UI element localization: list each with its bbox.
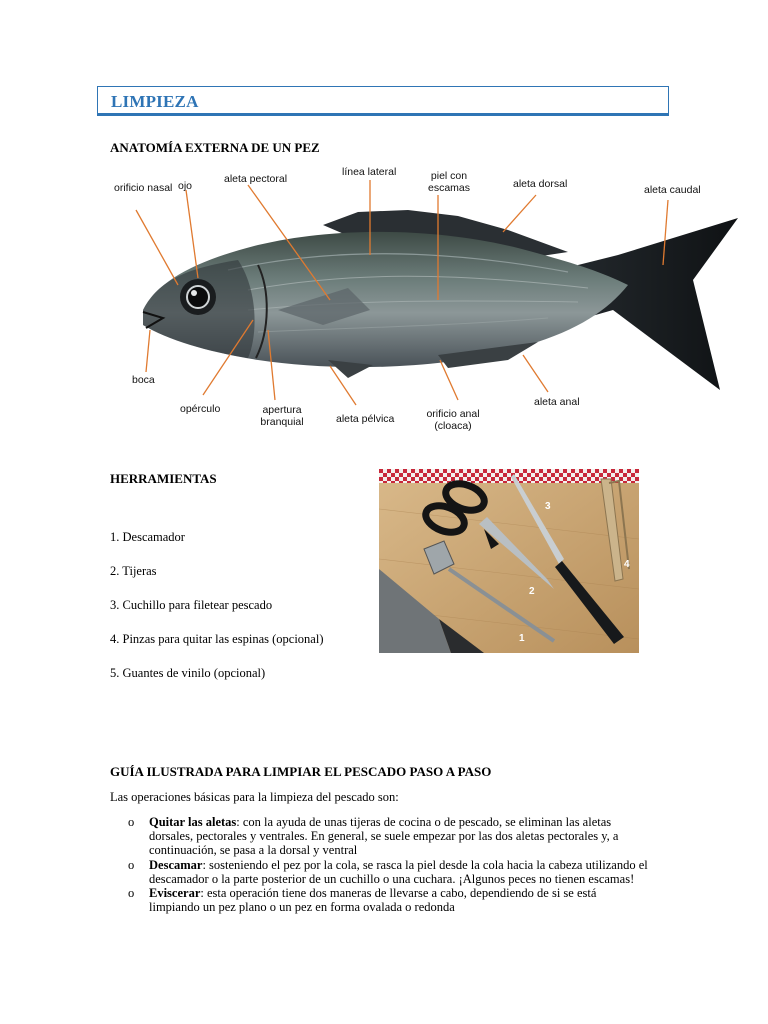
label-boca: boca: [132, 374, 155, 386]
section-title-box: [97, 86, 669, 116]
steps-list: [128, 815, 648, 914]
section-title: LIMPIEZA: [111, 92, 199, 111]
label-linea-lateral: línea lateral: [342, 166, 397, 178]
tools-illustration: [379, 469, 639, 653]
label-apertura-branquial: apertura branquial: [260, 404, 304, 428]
photo-number-3: 3: [545, 501, 551, 512]
step-text: : esta operación tiene dos maneras de llevarse a cabo, dependiendo de si se está limpiando un pez plano o un pez en forma ovalada o redonda: [149, 886, 597, 915]
label-orificio-nasal: orificio nasal: [114, 182, 173, 194]
anatomy-heading: ANATOMÍA EXTERNA DE UN PEZ: [110, 140, 320, 155]
label-ojo: ojo: [178, 180, 193, 192]
label-aleta-pectoral: aleta pectoral: [224, 173, 288, 185]
step-term: Quitar las aletas: [149, 815, 237, 829]
step-item: [128, 815, 648, 858]
step-text: : sosteniendo el pez por la cola, se rasca la piel desde la cola hacia la cabeza utilizando el descamador o la parte posterior de un cuchillo o una cuchara. ¡Algunos peces no tienen escamas!: [149, 857, 648, 886]
tools-heading: HERRAMIENTAS: [110, 471, 217, 486]
guide-intro: Las operaciones básicas para la limpieza del pescado son:: [110, 790, 399, 804]
fish-anatomy-figure: [108, 160, 748, 440]
label-orificio-anal: orificio anal (cloaca): [426, 408, 480, 432]
photo-number-1: 1: [519, 633, 525, 644]
label-operculo: opérculo: [180, 403, 221, 415]
step-text: : con la ayuda de unas tijeras de cocina o de pescado, se eliminan las aletas dorsales, pectorales y ventrales. En general, se suele empezar por las dos aletas pectorales y, a continuación, se pasa a la dorsal y ventral: [149, 815, 619, 858]
label-aleta-dorsal: aleta dorsal: [513, 178, 568, 190]
tool-item-4: 4. Pinzas para quitar las espinas (opcional): [110, 632, 324, 646]
label-piel-escamas: piel con escamas: [427, 170, 470, 194]
label-aleta-caudal: aleta caudal: [644, 184, 701, 196]
tool-item-3: 3. Cuchillo para filetear pescado: [110, 598, 273, 612]
step-item: [128, 886, 648, 914]
bullet-marker: o: [128, 857, 135, 872]
tool-item-2: 2. Tijeras: [110, 564, 157, 578]
step-term: Descamar: [149, 857, 203, 872]
fish-illustration: [108, 160, 748, 440]
bullet-marker: o: [128, 886, 135, 901]
step-item: [128, 858, 648, 886]
tool-item-5: 5. Guantes de vinilo (opcional): [110, 666, 266, 680]
label-aleta-anal: aleta anal: [534, 396, 580, 408]
label-aleta-pelvica: aleta pélvica: [336, 413, 395, 425]
bullet-marker: o: [128, 815, 135, 829]
photo-number-2: 2: [529, 586, 535, 597]
photo-number-4: 4: [624, 559, 630, 570]
guide-heading: GUÍA ILUSTRADA PARA LIMPIAR EL PESCADO PASO A PASO: [110, 764, 492, 779]
tool-item-1: 1. Descamador: [110, 530, 185, 544]
step-term: Eviscerar: [149, 886, 201, 901]
tools-photo: [379, 469, 639, 653]
